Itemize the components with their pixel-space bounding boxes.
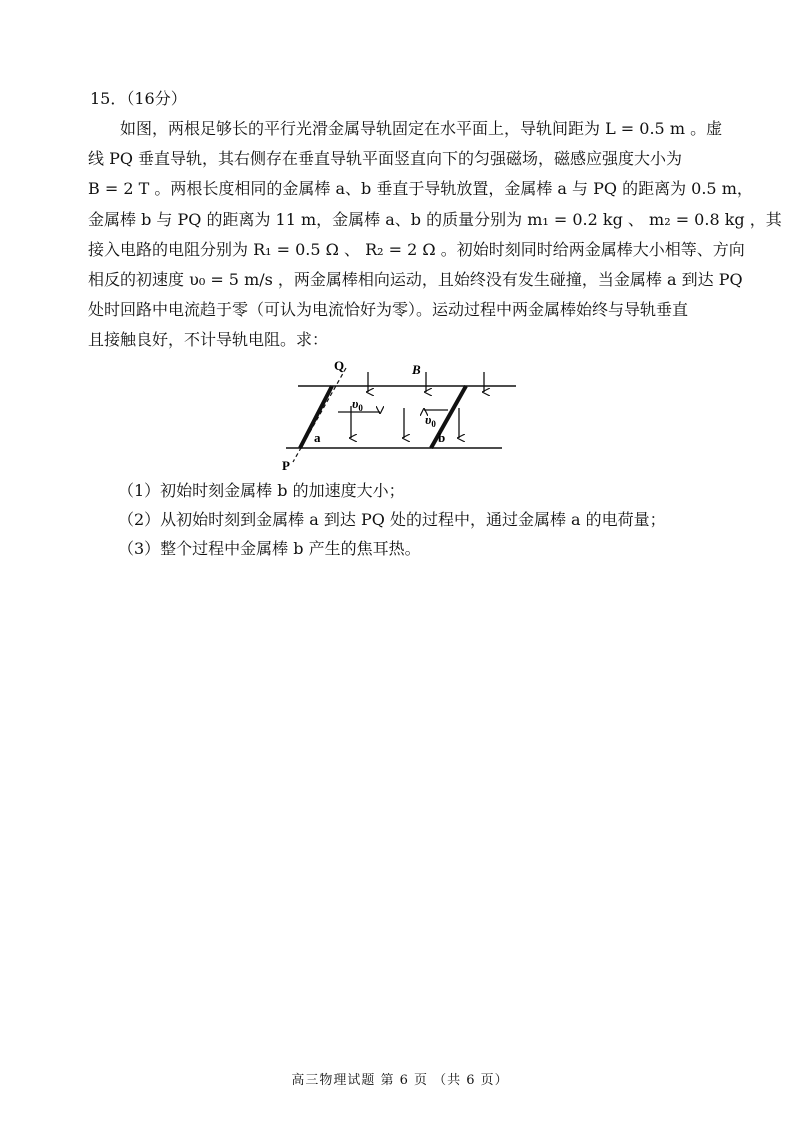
- page-footer: 高三物理试题 第 6 页 （共 6 页）: [291, 1073, 509, 1088]
- stem-line-1: 如图，两根足够长的平行光滑金属导轨固定在水平面上，导轨间距为 L = 0.5 m 。虚: [120, 119, 723, 138]
- label-rod-b: b: [438, 430, 446, 445]
- stem-line-4: 金属棒 b 与 PQ 的距离为 11 m，金属棒 a、b 的质量分别为 m₁ = 0.2 kg 、 m₂ = 0.8 kg ，其: [88, 209, 782, 229]
- stem-line-7: 处时回路中电流趋于零（可认为电流恰好为零）。运动过程中两金属棒始终与导轨垂直: [88, 300, 689, 320]
- subquestion-2: （2）从初始时刻到金属棒 a 到达 PQ 处的过程中，通过金属棒 a 的电荷量；: [118, 510, 666, 529]
- label-p: P: [282, 458, 290, 473]
- stem-line-8: 且接触良好，不计导轨电阻。求：: [88, 330, 329, 350]
- subquestion-3: （3）整个过程中金属棒 b 产生的焦耳热。: [118, 539, 421, 558]
- label-rod-a: a: [314, 430, 321, 445]
- stem-line-6: 相反的初速度 υ₀ = 5 m/s ，两金属棒相向运动，且始终没有发生碰撞，当金属棒 a 到达 PQ: [88, 270, 743, 290]
- stem-line-5: 接入电路的电阻分别为 R₁ = 0.5 Ω 、 R₂ = 2 Ω 。初始时刻同时给两金属棒大小相等、方向: [88, 239, 745, 259]
- stem-line-3: B = 2 T 。两根长度相同的金属棒 a、b 垂直于导轨放置，金属棒 a 与 PQ 的距离为 0.5 m，: [88, 179, 753, 199]
- subquestion-1: （1）初始时刻金属棒 b 的加速度大小；: [118, 481, 405, 500]
- question-stem: [88, 114, 782, 356]
- question-number: 15．（16分）: [90, 89, 187, 108]
- label-v0-a: $\upsilon_0$: [352, 396, 363, 413]
- rod-b: [431, 386, 466, 448]
- rail-diagram: [276, 358, 526, 476]
- stem-line-2: 线 PQ 垂直导轨，其右侧存在垂直导轨平面竖直向下的匀强磁场，磁感应强度大小为: [88, 149, 683, 169]
- label-b-field: B: [412, 362, 421, 377]
- label-q: Q: [334, 358, 345, 373]
- label-v0-b: $\upsilon_0$: [425, 412, 436, 429]
